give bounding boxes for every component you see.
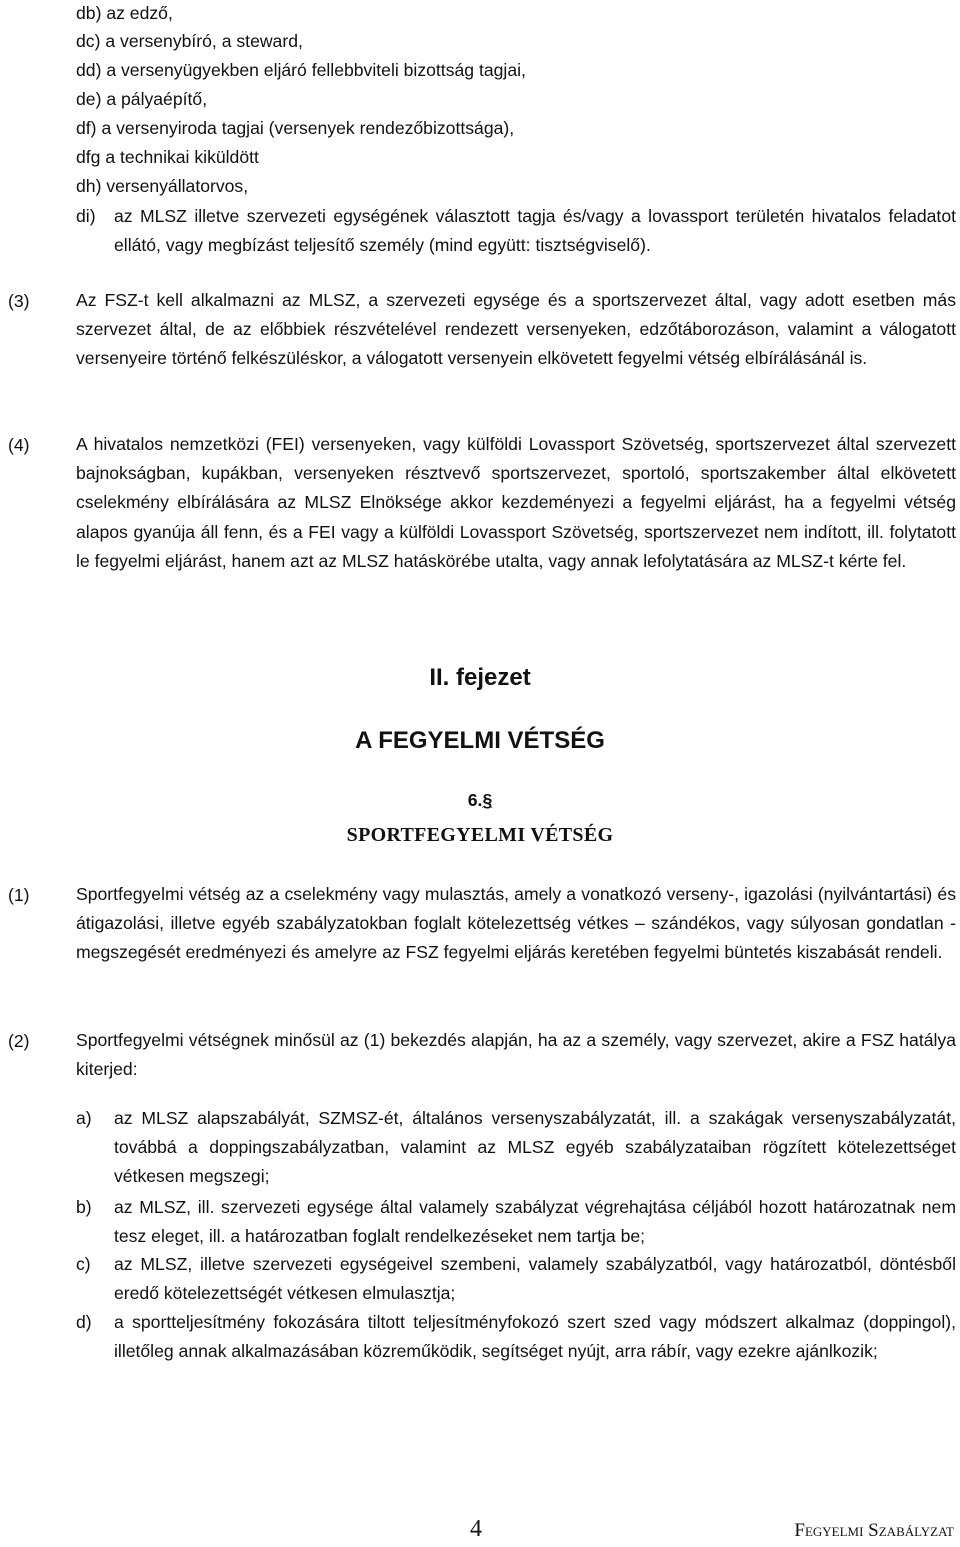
chapter-title: A FEGYELMI VÉTSÉG <box>355 727 605 754</box>
page-number: 4 <box>470 1516 482 1542</box>
list-item-dd: dd) a versenyügyekben eljáró fellebbviteli bizottság tagjai, <box>76 60 526 80</box>
section-paragraph-number-1: (1) <box>8 885 30 905</box>
paragraph-4: A hivatalos nemzetközi (FEI) versenyeken, vagy külföldi Lovassport Szövetség, sportszervezet által szervezett bajnokságban, kupákban, versenyeken résztvevő sportszervezet, sportoló, sportszakember által elkövetett cselekmény elbírálására az MLSZ Elnöksége akkor kezdeményezi a fegyelmi eljárást, ha a fegyelmi vétség alapos gyanúja áll fenn, és a FEI vagy a külföldi Lovassport Szövetség, sportszervezet nem indított, ill. folytatott le fegyelmi eljárást, hanem azt az MLSZ hatáskörébe utalta, vagy annak lefolytatására az MLSZ-t kérte fel. <box>76 434 956 571</box>
list-item-text: az MLSZ illetve szervezeti egységének választott tagja és/vagy a lovassport területén hivatalos feladatot ellátó, vagy megbízást teljesítő személy (mind együtt: tisztségviselő). <box>114 206 956 256</box>
list-item-db: db) az edző, <box>76 3 173 23</box>
section-paragraph-2: Sportfegyelmi vétségnek minősül az (1) bekezdés alapján, ha az a személy, vagy szervezet, akire a FSZ hatálya kiterjed: <box>76 1030 956 1080</box>
list-item-dh: dh) versenyállatorvos, <box>76 176 249 196</box>
section-number: 6.§ <box>467 790 493 810</box>
list-item-df: df) a versenyiroda tagjai (versenyek rendezőbizottsága), <box>76 118 515 138</box>
section-paragraph-1: Sportfegyelmi vétség az a cselekmény vagy mulasztás, amely a vonatkozó verseny-, igazolási (nyilvántartási) és átigazolási, illetve egyéb szabályzatokban foglalt kötelezettség vétkes – szándékos, vagy súlyosan gondatlan - megszegését eredményezi és amelyre az FSZ fegyelmi eljárás keretében fegyelmi büntetés kiszabását rendeli. <box>76 884 956 963</box>
footer-title: Fegyelmi Szabályzat <box>794 1520 954 1541</box>
sub-item-b: b) az MLSZ, ill. szervezeti egysége által valamely szabályzat végrehajtása céljából hozott határozatnak nem tesz eleget, ill. a határozatban foglalt rendelkezéseket nem tartja be; <box>76 1197 956 1247</box>
section-sign: § <box>482 790 493 810</box>
sub-item-d: d) a sportteljesítmény fokozására tiltott teljesítményfokozó szert szed vagy módszert alkalmaz (doppingol), illetőleg annak alkalmazásában közreműködik, segítséget nyújt, arra rábír, vagy ezekre ajánlkozik; <box>76 1312 956 1362</box>
paragraph-number-4: (4) <box>8 435 30 455</box>
list-item-di <box>76 202 956 260</box>
sub-item-a: a) az MLSZ alapszabályát, SZMSZ-ét, általános versenyszabályzatát, ill. a szakágak versenyszabályzatát, továbbá a doppingszabályzatban, valamint az MLSZ egyéb szabályzataiban rögzített kötelezettséget vétkesen megszegi; <box>76 1108 956 1187</box>
chapter-number: II. fejezet <box>429 664 531 691</box>
list-item-de: de) a pályaépítő, <box>76 89 208 109</box>
section-paragraph-number-2: (2) <box>8 1031 30 1051</box>
sub-item-c: c) az MLSZ, illetve szervezeti egységeivel szembeni, valamely szabályzatból, vagy határozatból, döntésből eredő kötelezettségét vétkesen elmulasztja; <box>76 1254 956 1304</box>
list-item-dc: dc) a versenybíró, a steward, <box>76 31 303 51</box>
list-item-dfg: dfg a technikai kiküldött <box>76 147 259 167</box>
section-title: SPORTFEGYELMI VÉTSÉG <box>346 824 614 846</box>
paragraph-number-3: (3) <box>8 291 30 311</box>
paragraph-3: Az FSZ-t kell alkalmazni az MLSZ, a szervezeti egysége és a sportszervezet által, vagy adott esetben más szervezet által, de az előbbiek részvételével rendezett versenyeken, edzőtáborozáson, valamint a válogatott versenyeire történő felkészüléskor, a válogatott versenyein elkövetett fegyelmi vétség elbírálásánál is. <box>76 290 956 369</box>
list-item-label: di) <box>76 206 96 226</box>
